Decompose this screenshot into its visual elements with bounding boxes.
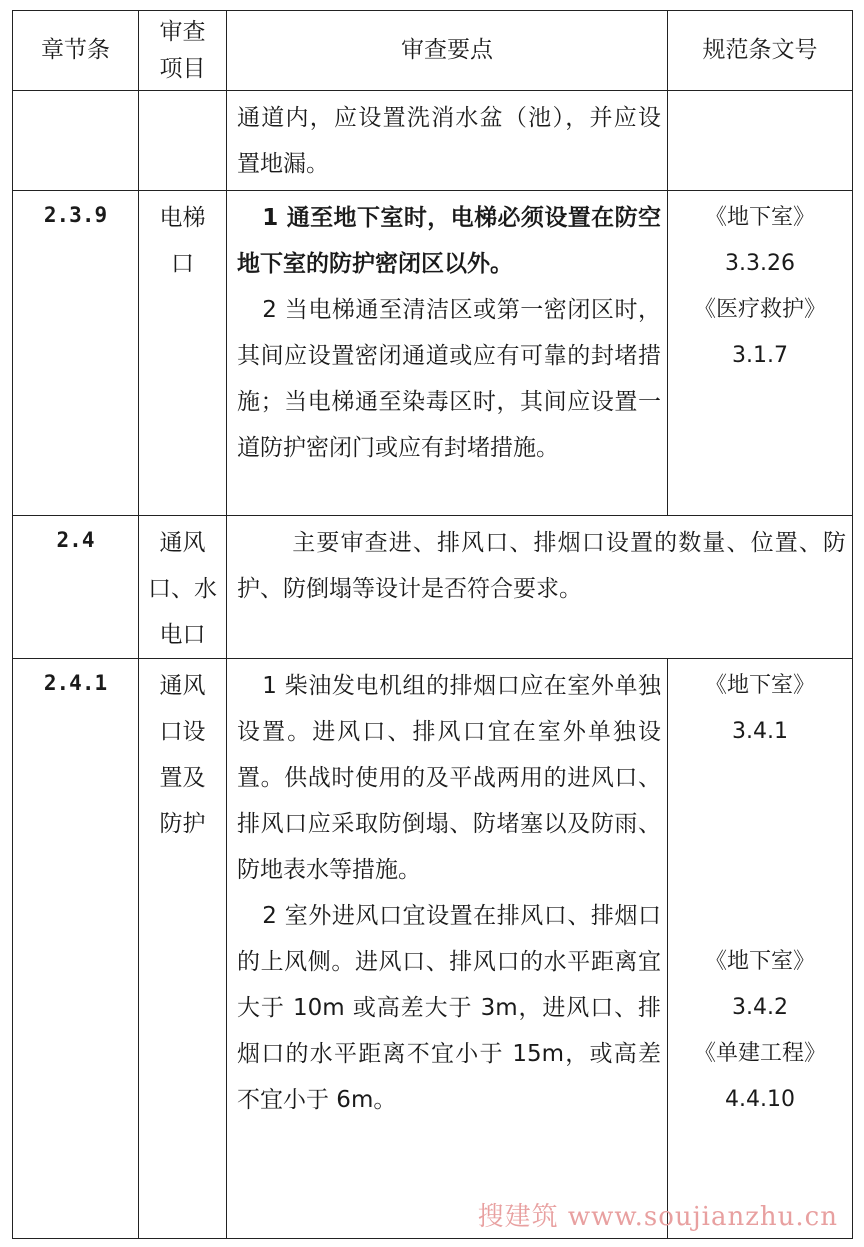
review-table — [12, 10, 853, 1239]
row-number: 2.3.9 — [13, 191, 139, 516]
row-refs — [668, 659, 853, 1239]
row-paragraph: 2 室外进风口宜设置在排风口、排烟口的上风侧。进风口、排风口的水平距离宜大于 10m 或高差大于 3m，进风口、排烟口的水平距离不宜小于 15m，或高差不宜小于 6m。 — [237, 903, 661, 1113]
row-item — [139, 91, 227, 191]
ref-line: 3.3.26 — [725, 251, 795, 276]
ref-line: 《医疗救护》 — [693, 297, 826, 322]
row-number: 2.4.1 — [13, 659, 139, 1239]
header-item: 审查 项目 — [139, 11, 227, 91]
row-body — [227, 91, 668, 191]
ref-line: 3.4.1 — [732, 719, 788, 744]
row-paragraph: 通道内，应设置洗消水盆（池），并应设置地漏。 — [237, 105, 661, 177]
table-row — [13, 516, 853, 659]
row-item-text: 通风口、水电口 — [148, 530, 217, 648]
ref-line: 4.4.10 — [725, 1087, 795, 1112]
row-paragraph: 主要审查进、排风口、排烟口设置的数量、位置、防护、防倒塌等设计是否符合要求。 — [237, 530, 846, 602]
row-item — [139, 659, 227, 1239]
row-item — [139, 516, 227, 659]
ref-line: 3.1.7 — [732, 343, 788, 368]
table-header-row — [13, 11, 853, 91]
row-body — [227, 191, 668, 516]
row-body — [227, 516, 853, 659]
row-number: 2.4 — [13, 516, 139, 659]
header-chapter: 章节条 — [13, 11, 139, 91]
ref-line: 《地下室》 — [704, 673, 815, 698]
header-clause: 规范条文号 — [668, 11, 853, 91]
row-paragraph: 1 通至地下室时，电梯必须设置在防空地下室的防护密闭区以外。 — [237, 205, 661, 277]
ref-line: 《地下室》 — [704, 205, 815, 230]
ref-line: 《单建工程》 — [693, 1041, 826, 1066]
table-row — [13, 191, 853, 516]
row-paragraph: 1 柴油发电机组的排烟口应在室外单独设置。进风口、排风口宜在室外单独设置。供战时使用的及平战两用的进风口、排风口应采取防倒塌、防堵塞以及防雨、防地表水等措施。 — [237, 673, 661, 883]
watermark: 搜建筑 www.soujianzhu.cn — [477, 1202, 838, 1232]
row-item — [139, 191, 227, 516]
header-points: 审查要点 — [227, 11, 668, 91]
row-refs — [668, 91, 853, 191]
row-body — [227, 659, 668, 1239]
table-row — [13, 91, 853, 191]
ref-line: 《地下室》 — [704, 949, 815, 974]
table-row — [13, 659, 853, 1239]
row-refs — [668, 191, 853, 516]
row-item-text: 通风口设置及防护 — [159, 673, 206, 837]
row-item-text: 电梯口 — [159, 205, 206, 277]
row-paragraph: 2 当电梯通至清洁区或第一密闭区时，其间应设置密闭通道或应有可靠的封堵措施；当电梯通至染毒区时，其间应设置一道防护密闭门或应有封堵措施。 — [237, 297, 661, 461]
ref-line: 3.4.2 — [732, 995, 788, 1020]
row-number — [13, 91, 139, 191]
